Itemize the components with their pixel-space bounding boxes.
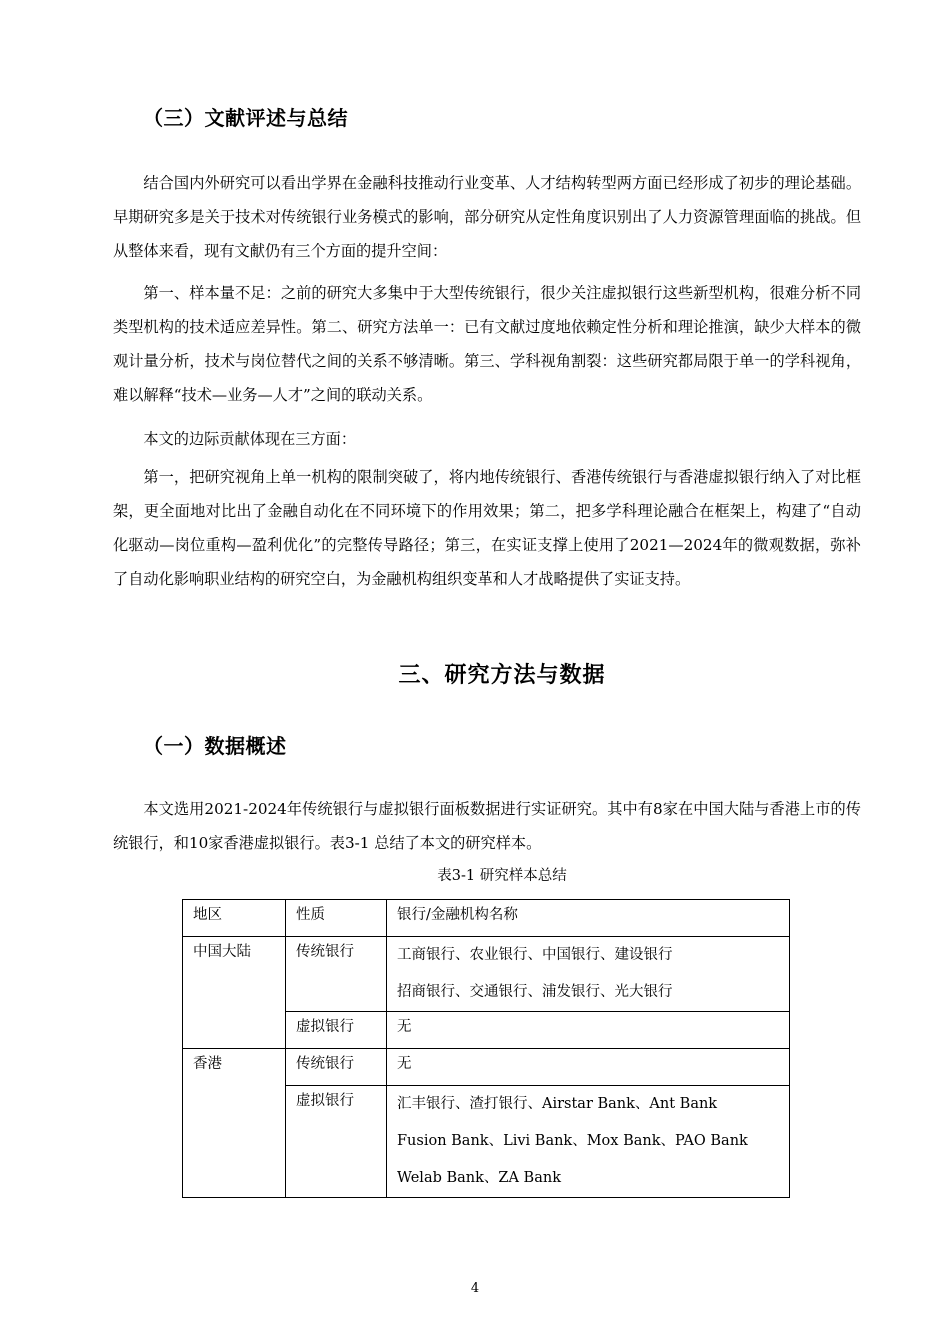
cell-mainland-traditional-banks <box>387 937 790 1012</box>
cell-type-mainland-virtual <box>286 1012 387 1049</box>
bank-list-line: 无 <box>397 1019 412 1035</box>
cell-type-hk-virtual <box>286 1086 387 1198</box>
cell-type-mainland-traditional <box>286 937 387 1012</box>
bank-list-line: 汇丰银行、渣打银行、Airstar Bank、Ant Bank <box>397 1096 718 1112</box>
table-row <box>183 1049 790 1086</box>
cell-type-hk-traditional <box>286 1049 387 1086</box>
type-traditional-label: 传统银行 <box>296 944 354 960</box>
paragraph-data-overview: 本文选用2021-2024年传统银行与虚拟银行面板数据进行实证研究。其中有8家在中国大陆与香港上市的传统银行，和10家香港虚拟银行。表3-1 总结了本文的研究样本。 <box>113 800 861 852</box>
paragraph-review-gaps: 第一、样本量不足：之前的研究大多集中于大型传统银行，很少关注虚拟银行这些新型机构，很难分析不同类型机构的技术适应差异性。第二、研究方法单一：已有文献过度地依赖定性分析和理论推演，缺少大样本的微观计量分析，技术与岗位替代之间的关系不够清晰。第三、学科视角割裂：这些研究都局限于单一的学科视角，难以解释“技术—业务—人才”之间的联动关系。 <box>113 284 861 404</box>
bank-list-line: Fusion Bank、Livi Bank、Mox Bank、PAO Bank <box>397 1133 748 1149</box>
paragraph-contributions: 第一，把研究视角上单一机构的限制突破了，将内地传统银行、香港传统银行与香港虚拟银行纳入了对比框架，更全面地对比出了金融自动化在不同环境下的作用效果；第二，把多学科理论融合在框架上，构建了“自动化驱动—岗位重构—盈利优化”的完整传导路径；第三，在实证支撑上使用了2021—2024年的微观数据，弥补了自动化影响职业结构的研究空白，为金融机构组织变革和人才战略提供了实证支持。 <box>113 468 861 588</box>
cell-region-hk <box>183 1049 286 1198</box>
paragraph-review-intro: 结合国内外研究可以看出学界在金融科技推动行业变革、人才结构转型两方面已经形成了初步的理论基础。早期研究多是关于技术对传统银行业务模式的影响，部分研究从定性角度识别出了人力资源管理面临的挑战。但从整体来看，现有文献仍有三个方面的提升空间： <box>113 174 861 260</box>
bank-list-line: Welab Bank、ZA Bank <box>397 1170 561 1186</box>
region-mainland-label: 中国大陆 <box>193 944 251 960</box>
header-type: 性质 <box>286 900 387 937</box>
type-virtual-label: 虚拟银行 <box>296 1019 354 1035</box>
cell-region-mainland <box>183 937 286 1049</box>
section-heading-data-overview: （一）数据概述 <box>143 734 287 758</box>
bank-list-line: 无 <box>397 1056 412 1072</box>
sample-table <box>182 899 790 1198</box>
header-region: 地区 <box>183 900 286 937</box>
bank-list-line: 招商银行、交通银行、浦发银行、光大银行 <box>397 984 673 1000</box>
cell-hk-virtual-banks <box>387 1086 790 1198</box>
cell-mainland-virtual-banks <box>387 1012 790 1049</box>
paragraph-contribution-intro: 本文的边际贡献体现在三方面： <box>143 430 357 448</box>
table-row <box>183 937 790 1012</box>
cell-hk-traditional-banks <box>387 1049 790 1086</box>
bank-list-line: 工商银行、农业银行、中国银行、建设银行 <box>397 947 673 963</box>
table-header-row <box>183 900 790 937</box>
type-virtual-label: 虚拟银行 <box>296 1093 354 1109</box>
table-caption: 表3-1 研究样本总结 <box>437 868 567 884</box>
section-heading-literature-review: （三）文献评述与总结 <box>143 106 348 130</box>
chapter-heading-methods-data: 三、研究方法与数据 <box>398 663 606 688</box>
page-number: 4 <box>470 1281 480 1296</box>
type-traditional-label: 传统银行 <box>296 1056 354 1072</box>
region-hk-label: 香港 <box>193 1056 222 1072</box>
header-bank-names: 银行/金融机构名称 <box>387 900 790 937</box>
